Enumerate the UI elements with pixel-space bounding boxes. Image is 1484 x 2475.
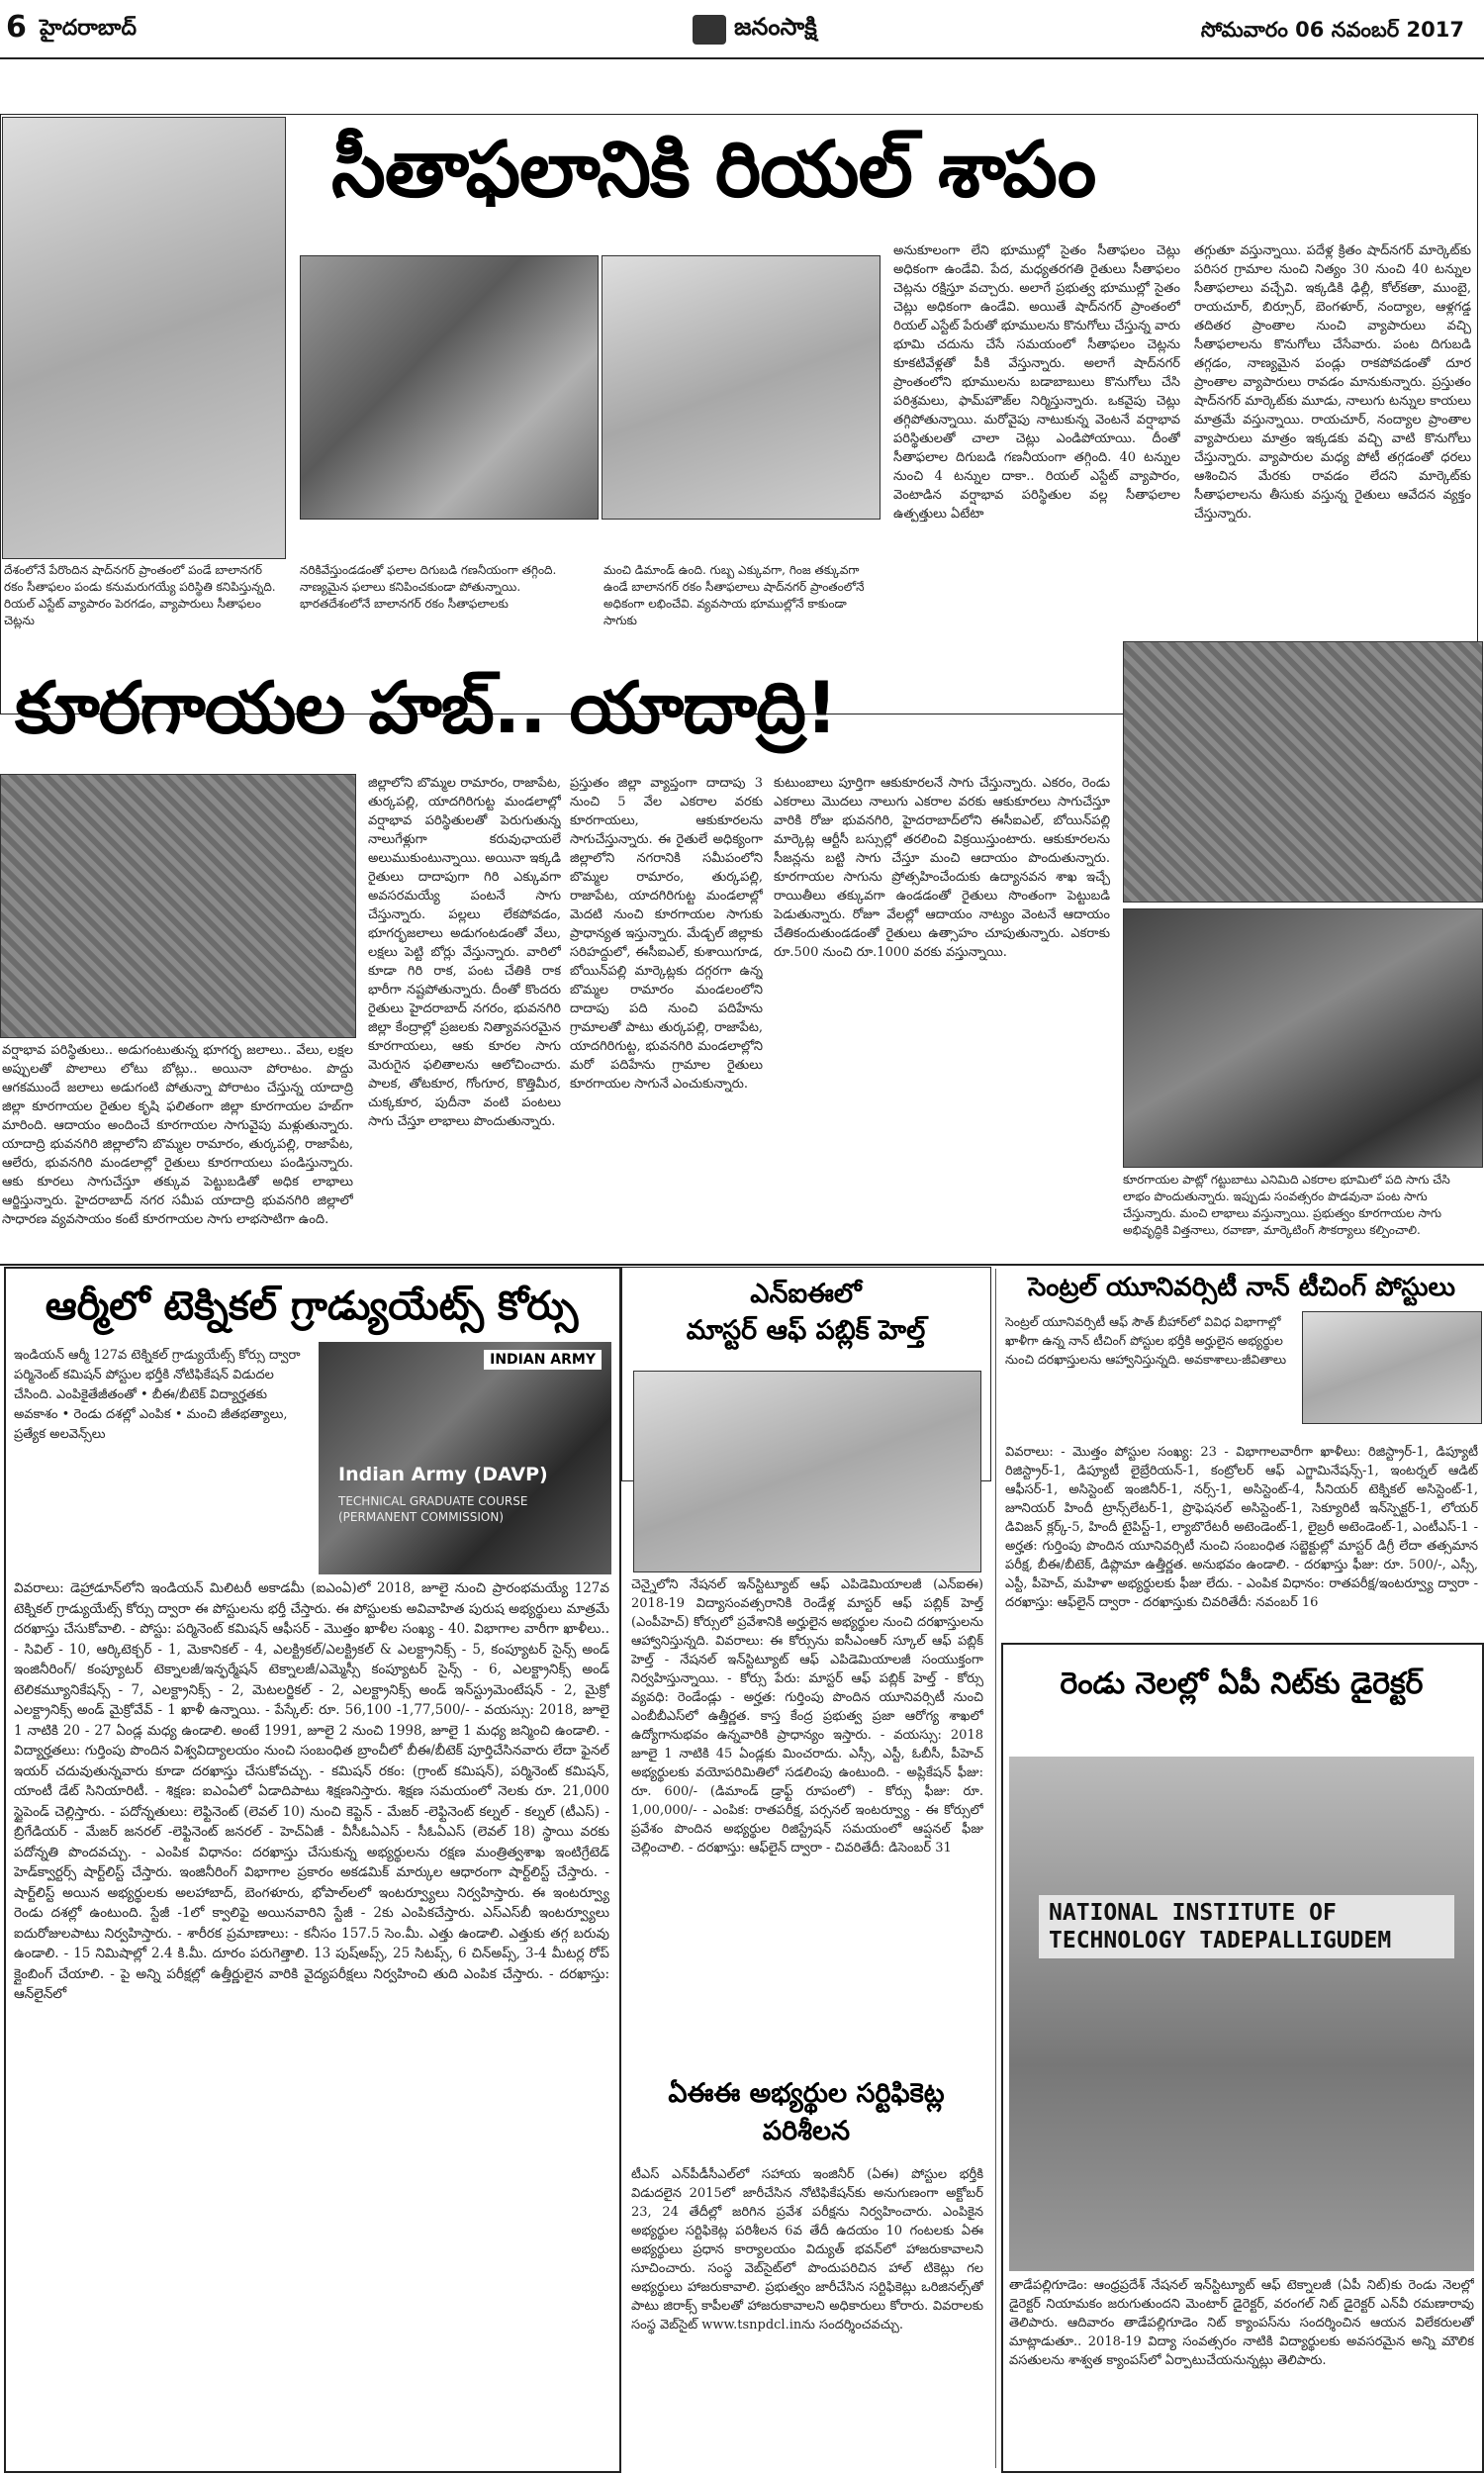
tsps-headline-1: ఏఈఈ అభ్యర్థుల సర్టిఫికెట్ల (668, 2078, 945, 2109)
story1-col4: తగ్గుతూ వస్తున్నాయి. పదేళ్ల క్రితం షాద్‌నగర్ మార్కెట్‌కు పరిసర గ్రామాల నుంచి నిత్యం 30 నుంచి 40 టన్నుల సీతాఫలాలు వచ్చేవి. ఇక్కడికి ఢిల్లీ, కోల్‌కతా, ముంబై, రాయచూర్, బిర్సూర్, బెంగళూర్, నంద్యాల, ఆళ్లగడ్డ తదితర ప్రాంతాల నుంచి వ్యాపారులు వచ్చి సీతాఫలాలను కొనుగోలు చేసేవారు. పంట దిగుబడి తగ్గడం, నాణ్యమైన పండ్లు రాకపోవడంతో దూర ప్రాంతాల వ్యాపారులు రావడం మానుకున్నారు. ప్రస్తుతం షాద్‌నగర్ మార్కెట్‌కు మూడు, నాలుగు టన్నుల కాయలు మాత్రమే వస్తున్నాయి. రాయచూర్, నంద్యాల ప్రాంతాల వ్యాపారులు మాత్రం ఇక్కడకు వచ్చి వాటి కొనుగోలు చేస్తున్నారు. వ్యాపారుల మధ్య పోటీ తగ్గడంతో ధరలు ఆశించిన మేరకు రావడం లేదని మార్కెట్‌కు సీతాఫలాలను తీసుకు వస్తున్న రైతులు ఆవేదన వ్యక్తం చేస్తున్నారు. (1194, 243, 1471, 522)
army-image-tag: INDIAN ARMY (484, 1350, 602, 1370)
story2-col4: కుటుంబాలు పూర్తిగా ఆకుకూరలనే సాగు చేస్తున్నారు. ఎకరం, రెండు ఎకరాలు మొదలు నాలుగు ఎకరాల వరకు ఆకుకూరలు సాగుచేస్తూ వారికి రోజు భువనగిరి, హైదరాబాద్‌లోని ఈసీఐఎల్, బోయిన్‌పల్లి మార్కెట్ల ఆర్టీసీ బస్సుల్లో తరలించి విక్రయిస్తుంటారు. ఆకుకూరలను సీజన్లను బట్టి సాగు చేస్తూ మంచి ఆదాయం పొందుతున్నారు. కూరగాయల సాగును ప్రోత్సహించేందుకు ఉద్యానవన శాఖ ఇచ్చే రాయితీలు తక్కువగా ఉండడంతో రైతులు సొంతంగా పెట్టుబడి పెడుతున్నారు. రోజూ వేలల్లో ఆదాయం నాట్యం వెంటనే ఆదాయం చేతికందుతుండడంతో రైతులు ఉత్సాహం చూపుతున్నారు. ఎకరాకు రూ.500 నుంచి రూ.1000 వరకు వస్తున్నాయి. (774, 776, 1110, 960)
vegetable-pickers-photo (1123, 908, 1483, 1168)
story1-headline: సీతాఫలానికి రియల్ శాపం (331, 126, 1096, 215)
mph-body: చెన్నైలోని నేషనల్ ఇన్‌స్టిట్యూట్ ఆఫ్ ఎపిడెమియాలజీ (ఎన్ఐఈ) 2018-19 విద్యాసంవత్సరానికి రెండేళ్ల మాస్టర్ ఆఫ్ పబ్లిక్ హెల్త్ (ఎంపీహెచ్) కోర్సులో ప్రవేశానికి అర్హులైన అభ్యర్థుల నుంచి దరఖాస్తులను ఆహ్వానిస్తున్నది. వివరాలు: ఈ కోర్సును ఐసీఎంఆర్ స్కూల్ ఆఫ్ పబ్లిక్ హెల్త్ - నేషనల్ ఇన్‌స్టిట్యూట్ ఆఫ్ ఎపిడెమియాలజీ సంయుక్తంగా నిర్వహిస్తున్నాయి. - కోర్సు పేరు: మాస్టర్ ఆఫ్ పబ్లిక్ హెల్త్ - కోర్సు వ్యవధి: రెండేండ్లు - అర్హత: గుర్తింపు పొందిన యూనివర్సిటీ నుంచి ఎంబీబీఎస్‌లో ఉత్తీర్ణత. కాస్త కేంద్ర ప్రభుత్వ ప్రజా ఆరోగ్య శాఖలో ఉద్యోగానుభవం ఉన్నవారికి ప్రాధాన్యం ఇస్తారు. - వయస్సు: 2018 జూలై 1 నాటికి 45 ఏండ్లకు మించరాదు. ఎస్సీ, ఎస్టీ, ఓబీసీ, పీహెచ్ అభ్యర్థులకు వయోపరిమితిలో సడలింపు ఉంటుంది. - అప్లికేషన్ ఫీజు: రూ. 600/- (డిమాండ్ డ్రాఫ్ట్ రూపంలో) - కోర్సు ఫీజు: రూ. 1,00,000/- - ఎంపిక: రాతపరీక్ష, పర్సనల్ ఇంటర్వ్యూ - ఈ కోర్సులో ప్రవేశం పొందిన అభ్యర్థుల రిజిస్ట్రేషన్ సమయంలో ఆప్షనల్ ఫీజు చెల్లించాలి. - దరఖాస్తు: ఆఫ్‌లైన్ ద్వారా - చివరితేదీ: డిసెంబర్ 31 (631, 1577, 983, 1856)
cu-body: వివరాలు: - మొత్తం పోస్టుల సంఖ్య: 23 - విభాగాలవారీగా ఖాళీలు: రిజిస్ట్రార్-1, డిప్యూటీ రిజిస్ట్రార్-1, డిప్యూటీ లైబ్రేరియన్-1, కంట్రోలర్ ఆఫ్ ఎగ్జామినేషన్స్-1, ఇంటర్నల్ ఆడిట్ ఆఫీసర్-1, అసిస్టెంట్ ఇంజినీర్-1, నర్స్-1, అసిస్టెంట్-4, సీనియర్ టెక్నికల్ అసిస్టెంట్-1, జూనియర్ హిందీ ట్రాన్స్‌లేటర్-1, ప్రొఫెషనల్ అసిస్టెంట్-1, సెక్యూరిటీ ఇన్‌స్పెక్టర్-1, లోయర్ డివిజన్ క్లర్క్-5, హిందీ టైపిస్ట్-1, ల్యాబొరేటరీ అటెండెంట్-1, లైబ్రరీ అటెండెంట్-1, ఎంటీఎస్-1 - అర్హత: గుర్తింపు పొందిన యూనివర్సిటీ నుంచి సంబంధిత సబ్జెక్టుల్లో మాస్టర్ డిగ్రీ లేదా తత్సమాన పరీక్ష, బీఈ/బీటెక్, డిప్లొమా ఉత్తీర్ణత. అనుభవం ఉండాలి. - దరఖాస్తు ఫీజు: రూ. 500/-, ఎస్సీ, ఎస్టీ, పీహెచ్, మహిళా అభ్యర్థులకు ఫీజు లేదు. - ఎంపిక విధానం: రాతపరీక్ష/ఇంటర్వ్యూ ద్వారా - దరఖాస్తు: ఆఫ్‌లైన్ ద్వారా - దరఖాస్తుకు చివరితేదీ: నవంబర్ 16 (1005, 1445, 1478, 1610)
cu-headline: సెంట్రల్ యూనివర్సిటీ నాన్ టీచింగ్ పోస్టులు (1028, 1273, 1455, 1302)
nit-headline: రెండు నెలల్లో ఏపీ నిట్‌కు డైరెక్టర్ (1060, 1666, 1424, 1701)
tsps-body: టీఎస్ ఎన్‌పీడీసీఎల్‌లో సహాయ ఇంజినీర్ (ఏఈ) పోస్టుల భర్తీకి విడుదలైన 2015లో జారీచేసిన నోటిఫికేషన్‌కు అనుగుణంగా అక్టోబర్ 23, 24 తేదీల్లో జరిగిన ప్రవేశ పరీక్షను నిర్వహించారు. ఎంపికైన అభ్యర్థుల సర్టిఫికెట్ల పరిశీలన 6వ తేదీ ఉదయం 10 గంటలకు ఏఈ అభ్యర్థులు ప్రధాన కార్యాలయం విద్యుత్ భవన్‌లో హాజరుకావాలని సూచించారు. సంస్థ వెబ్‌సైట్‌లో పొందుపరిచిన హాల్ టికెట్లు గల అభ్యర్థులు హాజరుకావాలి. ప్రభుత్వం జారీచేసిన సర్టిఫికెట్లు ఒరిజినల్స్‌తో పాటు జిరాక్స్ కాపీలతో హాజరుకావాలని అధికారులు కోరారు. వివరాలకు సంస్థ వెబ్‌సైట్ www.tsnpdcl.inను సందర్శించవచ్చు. (631, 2167, 983, 2332)
mph-headline-1: ఎన్ఐఈలో (750, 1279, 862, 1309)
masthead (0, 0, 1484, 79)
logo-icon (693, 15, 726, 45)
edition-city: హైదరాబాద్ (40, 16, 137, 41)
custard-apple-photo (2, 117, 286, 559)
story2-headline: కూరగాయల హబ్.. యాదాద్రి! (15, 666, 837, 749)
nit-sign-text: NATIONAL INSTITUTE OF TECHNOLOGY TADEPALLIGUDEM (1039, 1895, 1454, 1958)
section-rule (0, 1264, 1484, 1266)
nit-body: తాడేపల్లిగూడెం: ఆంధ్రప్రదేశ్ నేషనల్ ఇన్‌స్టిట్యూట్ ఆఫ్ టెక్నాలజీ (ఏపీ నిట్)కు రెండు నెలల్లో డైరెక్టర్ నియామకం జరుగుతుందని మెంటార్ డైరెక్టర్, వరంగల్ నిట్ డైరెక్టర్ ఎన్‌వీ రమణారావు తెలిపారు. ఆదివారం తాడేపల్లిగూడెం నిట్ క్యాంపస్‌ను సందర్శించిన ఆయన విలేకరులతో మాట్లాడుతూ.. 2018-19 విద్యా సంవత్సరం నాటికి విద్యార్థులకు అవసరమైన అన్ని మౌలిక వసతులను శాశ్వత క్యాంపస్‌లో ఏర్పాటుచేయనున్నట్లు తెలిపారు. (1009, 2278, 1474, 2368)
story1-col-mid-a: నరికివేస్తుండడంతో ఫలాల దిగుబడి గణనీయంగా తగ్గింది. నాణ్యమైన ఫలాలు కనిపించకుండా పోతున్నాయి. భారతదేశంలోనే బాలానగర్ రకం సీతాఫలాలకు (300, 563, 557, 611)
army-body: వివరాలు: డెహ్రాడూన్‌లోని ఇండియన్ మిలిటరీ అకాడమీ (ఐఎంఏ)లో 2018, జూలై నుంచి ప్రారంభమయ్యే 127వ టెక్నికల్ గ్రాడ్యుయేట్స్ కోర్సు ద్వారా ఈ పోస్టులను భర్తీ చేస్తారు. ఈ పోస్టులకు అవివాహిత పురుష అభ్యర్థులు మాత్రమే దరఖాస్తు చేసుకోవాలి. - పోస్టు: పర్మినెంట్ కమిషన్ ఆఫీసర్ - మొత్తం ఖాళీల సంఖ్య - 40. విభాగాల వారీగా ఖాళీలు.. - సివిల్ - 10, ఆర్కిటెక్చర్ - 1, మెకానికల్ - 4, ఎలక్ట్రికల్/ఎలక్ట్రికల్ & ఎలక్ట్రానిక్స్ - 5, కంప్యూటర్ సైన్స్ అండ్ ఇంజినీరింగ్/ కంప్యూటర్ టెక్నాలజీ/ఇన్ఫర్మేషన్ టెక్నాలజీ/ఎమ్మెస్సీ కంప్యూటర్ సైన్స్ - 6, ఎలక్ట్రానిక్స్ అండ్ టెలికమ్యూనికేషన్స్ - 7, ఎలక్ట్రానిక్స్ - 2, మెటలర్జికల్ - 2, ఎలక్ట్రానిక్స్ అండ్ ఇన్‌స్ట్రుమెంటేషన్ - 2, మైక్రో ఎలక్ట్రానిక్స్ అండ్ మైక్రోవేవ్ - 1 ఖాళీ ఉన్నాయి. - పేస్కేల్: రూ. 56,100 -1,77,500/- - వయస్సు: 2018, జూలై 1 నాటికి 20 - 27 ఏండ్ల మధ్య ఉండాలి. అంటే 1991, జూలై 2 నుంచి 1998, జూలై 1 మధ్య జన్మించి ఉండాలి. - విద్యార్హతలు: గుర్తింపు పొందిన విశ్వవిద్యాలయం నుంచి సంబంధిత బ్రాంచీలో బీఈ/బీటెక్ పూర్తిచేసినవారు లేదా ఫైనల్ ఇయర్ చదువుతున్నవారు కూడా దరఖాస్తు చేసుకోవచ్చు. - కమిషన్ రకం: (గ్రాంట్ కమిషన్), పర్మినెంట్ కమిషన్, యాంటీ డేట్ సినియారిటీ. - శిక్షణ: ఐఎంఏలో ఏడాదిపాటు శిక్షణనిస్తారు. శిక్షణ సమయంలో నెలకు రూ. 21,000 స్టైపెండ్ చెల్లిస్తారు. - పదోన్నతులు: లెఫ్టినెంట్ (లెవల్ 10) నుంచి కెప్టెన్ - మేజర్ -లెఫ్టినెంట్ కల్నల్ - కల్నల్ (టీఎస్) - బ్రిగేడియర్ - మేజర్ జనరల్ -లెఫ్టినెంట్ జనరల్ - హెచ్‌ఏజీ - వీసీఓఏఎస్ - సీఓఏఎస్ (లెవల్ 18) స్థాయి వరకు పదోన్నతి పొందవచ్చు. - ఎంపిక విధానం: దరఖాస్తు చేసుకున్న అభ్యర్థులను రక్షణ మంత్రిత్వశాఖ ఇంటిగ్రేటెడ్ హెడ్‌క్వార్టర్స్ షార్ట్‌లిస్ట్ చేస్తారు. ఇంజినీరింగ్ విభాగాల ప్రకారం అకడమిక్ మార్కుల ఆధారంగా షార్ట్‌లిస్ట్ చేస్తారు. - షార్ట్‌లిస్ట్ అయిన అభ్యర్థులకు అలహాబాద్, బెంగళూరు, భోపాల్‌లలో ఇంటర్వ్యూలు నిర్వహిస్తారు. ఈ ఇంటర్వ్యూ రెండు దశల్లో ఉంటుంది. స్టేజీ -1లో క్వాలిఫై అయినవారిని స్టేజీ - 2కు ఎంపికచేస్తారు. ఎస్‌ఎస్‌బీ ఇంటర్వ్యూలు ఐదురోజులపాటు నిర్వహిస్తారు. - శారీరక ప్రమాణాలు: - కనీసం 157.5 సెం.మీ. ఎత్తు ఉండాలి. ఎత్తుకు తగ్గ బరువు ఉండాలి. - 15 నిమిషాల్లో 2.4 కి.మీ. దూరం పరుగెత్తాలి. 13 పుష్‌అప్స్, 25 సిటప్స్, 6 చిన్‌అప్స్, 3-4 మీటర్ల రోప్ క్లైంబింగ్ చేయాలి. - పై అన్ని పరీక్షల్లో ఉత్తీర్ణులైన వారికి వైద్యపరీక్షలు నిర్వహించి తుది ఎంపిక చేస్తారు. - దరఖాస్తు: ఆన్‌లైన్‌లో (14, 1580, 609, 2002)
page-number: 6 (6, 10, 27, 45)
story2-col2: జిల్లాలోని బొమ్మల రామారం, రాజాపేట, తుర్కపల్లి, యాదగిరిగుట్ట మండలాల్లో వర్షాభావ పరిస్థితులతో పెరుగుతున్న నాలుగేళ్లుగా కరువుఛాయలే అలుముకుంటున్నాయి. అయినా ఇక్కడి రైతులు దాదాపుగా గిరి ఎక్కువగా అవసరమయ్యే పంటనే సాగు చేస్తున్నారు. పల్లలు లేకపోవడం, భూగర్భజలాలు అడుగంటడంతో వేలు, లక్షలు పెట్టి బోర్లు వేస్తున్నారు. వారిలో కూడా గిరి రాక, పంట చేతికి రాక భారీగా నష్టపోతున్నారు. దీంతో కొందరు రైతులు హైదరాబాద్ నగరం, భువనగిరి జిల్లా కేంద్రాల్లో ప్రజలకు నిత్యావసరమైన కూరగాయలు, ఆకు కూరల సాగు మెరుగైన ఫలితాలను ఆలోచించారు. పాలక, తోటకూర, గోంగూర, కొత్తిమీర, చుక్కకూర, పుదీనా వంటి పంటలు సాగు చేస్తూ లాభాలు పొందుతున్నారు. (368, 776, 561, 1129)
logo-text: జనంసాక్షి (734, 13, 817, 41)
woman-harvesting-photo (1123, 641, 1483, 903)
newspaper-logo (693, 10, 890, 49)
nit-gate-photo (1009, 1757, 1474, 2271)
story2-col1: వర్షాభావ పరిస్థితులు.. అడుగంటుతున్న భూగర్భ జలాలు.. వేలు, లక్షల అప్పులతో పొలాలు లోటు బోట్లు.. అయినా పోరాటం. పొద్దు ఆగకముందే జలాలు అడుగంటి పోతున్నా పోరాటం చేస్తున్న యాదాద్రి జిల్లా కూరగాయల రైతుల కృషి ఫలితంగా జిల్లా కూరగాయల హబ్‌గా మారింది. ఆదాయం అందించే కూరగాయల సాగువైపు మళ్లుతున్నారు. యాదాద్రి భువనగిరి జిల్లాలోని బొమ్మల రామారం, తుర్కపల్లి, రాజాపేట, ఆలేరు, భువనగిరి మండలాల్లో రైతులు కూరగాయలు పండిస్తున్నారు. ఆకు కూరలు సాగుచేస్తూ తక్కువ పెట్టుబడితో అధిక లాభాలు ఆర్జిస్తున్నారు. హైదరాబాద్ నగర సమీప యాదాద్రి భువనగిరి జిల్లాలో సాధారణ వ్యవసాయం కంటే కూరగాయల సాగు లాభసాటిగా ఉంది. (2, 1043, 353, 1227)
column-rule (995, 1269, 996, 2468)
army-headline: ఆర్మీలో టెక్నికల్ గ్రాడ్యుయేట్స్ కోర్సు (45, 1284, 579, 1329)
cu-intro: సెంట్రల్ యూనివర్సిటీ ఆఫ్ సౌత్ బీహార్‌లో వివిధ విభాగాల్లో ఖాళీగా ఉన్న నాన్ టీచింగ్ పోస్టుల భర్తీకి అర్హులైన అభ్యర్థుల నుంచి దరఖాస్తులను ఆహ్వానిస్తున్నది. అవకాశాలు-జీవితాలు (1005, 1314, 1287, 1367)
header-rule (0, 57, 1484, 59)
tsps-headline-2: పరిశీలన (762, 2116, 851, 2146)
officials-visit-photo (602, 255, 881, 520)
institute-building-photo (633, 1371, 981, 1572)
story1-col3: అనుకూలంగా లేని భూముల్లో సైతం సీతాఫలం చెట్లు అధికంగా ఉండేవి. పేద, మధ్యతరగతి రైతులు సీతాఫలం చెట్లను రక్షిస్తూ వచ్చారు. అలాగే ప్రభుత్వ భూముల్లో సైతం చెట్లు అధికంగా ఉండేవి. అయితే షాద్‌నగర్ ప్రాంతంలో రియల్ ఎస్టేట్ పేరుతో భూములను కొనుగోలు చేస్తున్న వారు భూమి చదును చేసే సమయంలో సీతాఫలం చెట్లను కూకటివేళ్లతో పీకి వేస్తున్నారు. అలాగే షాద్‌నగర్ ప్రాంతంలోని భూములను బడాబాబులు కొనుగోలు చేసి పరిశ్రమలు, ఫామ్‌హౌజ్‌ల నిర్మిస్తున్నారు. ఒకవైపు చెట్లు తగ్గిపోతున్నాయి. మరోవైపు నాటుకున్న వెంటనే వర్షాభావ పరిస్థితులతో చాలా చెట్లు ఎండిపోయాయి. దీంతో సీతాఫలాల దిగుబడి గణనీయంగా తగ్గింది. 40 టన్నుల నుంచి 4 టన్నుల దాకా.. రియల్ ఎస్టేట్ వ్యాపారం, వెంటాడిన వర్షాభావ పరిస్థితుల వల్ల సీతాఫలాల ఉత్పత్తులు ఏటేటా (893, 243, 1180, 522)
issue-date: సోమవారం 06 నవంబర్ 2017 (1200, 18, 1464, 42)
farmers-field-photo (0, 774, 356, 1038)
army-intro: ఇండియన్ ఆర్మీ 127వ టెక్నికల్ గ్రాడ్యుయేట్స్ కోర్సు ద్వారా పర్మినెంట్ కమిషన్ పోస్టుల భర్తీకి నోటిఫికేషన్ విడుదల చేసింది. ఎంపికైతేజీతంతో • బీఈ/బీటెక్ విద్యార్హతకు అవకాశం • రెండు దశల్లో ఎంపిక • మంచి జీతభత్యాలు, ప్రత్యేక అలవెన్స్‌లు (14, 1348, 301, 1442)
university-photo (1302, 1311, 1482, 1424)
mph-headline-2: మాస్టర్ ఆఫ్ పబ్లిక్ హెల్త్ (686, 1315, 926, 1346)
army-poster-image (319, 1342, 611, 1574)
story2-col3: ప్రస్తుతం జిల్లా వ్యాప్తంగా దాదాపు 3 నుంచి 5 వేల ఎకరాల వరకు కూరగాయలు, ఆకుకూరలను సాగుచేస్తున్నారు. ఈ రైతులే అధిక్యంగా జిల్లాలోని నగరానికి సమీపంలోని బొమ్మల రామారం, తుర్కపల్లి, రాజాపేట, యాదగిరిగుట్ట మండలాల్లో మెదటి నుంచి కూరగాయల సాగుకు ప్రాధాన్యత ఇస్తున్నారు. మేడ్చల్ జిల్లాకు సరిహద్దులో, ఈసీఐఎల్, కుశాయిగూడ, బోయిన్‌పల్లి మార్కెట్లకు దగ్గరగా ఉన్న బొమ్మల రామారం మండలంలోని దాదాపు పది నుంచి పదిహేను గ్రామాలతో పాటు తుర్కపల్లి, రాజాపేట, యాదగిరిగుట్ట, భువనగిరి మండలాల్లోని మరో పదిహేను గ్రామాల రైతులు కూరగాయల సాగునే ఎంచుకున్నారు. (570, 776, 763, 1092)
fruit-crate-photo (300, 255, 599, 520)
army-image-subtitle: TECHNICAL GRADUATE COURSE (PERMANENT COMMISSION) (338, 1494, 528, 1524)
story2-caption-right: కూరగాయల పాట్లో గట్టుబాటు ఎనిమిది ఎకరాల భూమిలో పది సాగు చేసి లాభం పొందుతున్నారు. ఇప్పుడు సంవత్సరం పొడవునా పంట సాగు చేస్తున్నారు. మంచి లాభాలు వస్తున్నాయి. ప్రభుత్వం కూరగాయల సాగు అభివృద్ధికి విత్తనాలు, రవాణా, మార్కెటింగ్ సౌకర్యాలు కల్పించాలి. (1123, 1173, 1450, 1237)
army-image-title: Indian Army (DAVP) (338, 1464, 548, 1485)
story1-caption-left: దేశంలోనే పేరొందిన షాద్‌నగర్ ప్రాంతంలో పండే బాలానగర్ రకం సీతాఫలం పండు కనుమరుగయ్యే పరిస్థితి కనిపిస్తున్నది. రియల్ ఎస్టేట్ వ్యాపారం పెరగడం, వ్యాపారులు సీతాఫలం చెట్లను (4, 563, 276, 627)
story1-col-mid-b: మంచి డిమాండ్ ఉంది. గుబ్బ ఎక్కువగా, గింజ తక్కువగా ఉండే బాలానగర్ రకం సీతాఫలాలు షాద్‌నగర్ ప్రాంతంలోనే అధికంగా లభించేవి. వ్యవసాయ భూముల్లోనే కాకుండా సాగుకు (603, 563, 865, 627)
